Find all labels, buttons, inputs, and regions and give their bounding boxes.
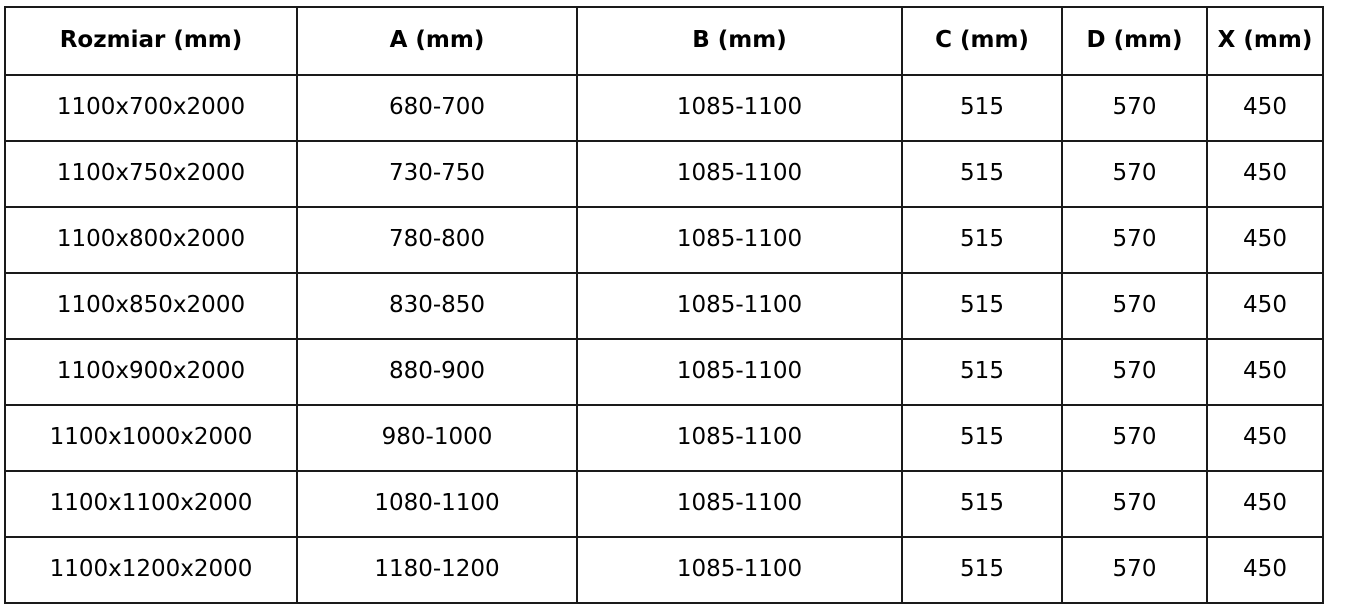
cell-rozmiar: 1100x1100x2000 [5, 471, 297, 537]
cell-x: 450 [1207, 471, 1323, 537]
cell-d: 570 [1062, 207, 1207, 273]
table-row [5, 471, 1323, 537]
cell-a: 880-900 [297, 339, 577, 405]
column-header-b: B (mm) [577, 7, 902, 75]
cell-a: 1180-1200 [297, 537, 577, 603]
table-row [5, 141, 1323, 207]
cell-b: 1085-1100 [577, 141, 902, 207]
column-header-rozmiar: Rozmiar (mm) [5, 7, 297, 75]
cell-a: 780-800 [297, 207, 577, 273]
column-header-c: C (mm) [902, 7, 1062, 75]
table-header-row [5, 7, 1323, 75]
cell-c: 515 [902, 405, 1062, 471]
column-header-a: A (mm) [297, 7, 577, 75]
cell-d: 570 [1062, 471, 1207, 537]
cell-b: 1085-1100 [577, 405, 902, 471]
cell-c: 515 [902, 207, 1062, 273]
cell-x: 450 [1207, 339, 1323, 405]
table-row [5, 405, 1323, 471]
cell-rozmiar: 1100x850x2000 [5, 273, 297, 339]
cell-rozmiar: 1100x1000x2000 [5, 405, 297, 471]
cell-c: 515 [902, 471, 1062, 537]
column-header-d: D (mm) [1062, 7, 1207, 75]
cell-a: 830-850 [297, 273, 577, 339]
table-row [5, 75, 1323, 141]
column-header-x: X (mm) [1207, 7, 1323, 75]
cell-d: 570 [1062, 273, 1207, 339]
cell-b: 1085-1100 [577, 339, 902, 405]
cell-rozmiar: 1100x800x2000 [5, 207, 297, 273]
table-header [5, 7, 1323, 75]
cell-x: 450 [1207, 405, 1323, 471]
cell-x: 450 [1207, 207, 1323, 273]
cell-a: 980-1000 [297, 405, 577, 471]
cell-x: 450 [1207, 141, 1323, 207]
cell-x: 450 [1207, 273, 1323, 339]
table-row [5, 339, 1323, 405]
cell-c: 515 [902, 339, 1062, 405]
cell-d: 570 [1062, 537, 1207, 603]
cell-c: 515 [902, 75, 1062, 141]
cell-c: 515 [902, 537, 1062, 603]
cell-b: 1085-1100 [577, 537, 902, 603]
table-body [5, 75, 1323, 603]
table-row [5, 537, 1323, 603]
cell-a: 730-750 [297, 141, 577, 207]
specification-table [4, 6, 1324, 604]
cell-c: 515 [902, 141, 1062, 207]
cell-b: 1085-1100 [577, 75, 902, 141]
cell-rozmiar: 1100x900x2000 [5, 339, 297, 405]
cell-rozmiar: 1100x750x2000 [5, 141, 297, 207]
cell-b: 1085-1100 [577, 207, 902, 273]
cell-a: 680-700 [297, 75, 577, 141]
table-row [5, 207, 1323, 273]
cell-b: 1085-1100 [577, 273, 902, 339]
cell-a: 1080-1100 [297, 471, 577, 537]
cell-d: 570 [1062, 75, 1207, 141]
cell-d: 570 [1062, 141, 1207, 207]
cell-d: 570 [1062, 405, 1207, 471]
cell-x: 450 [1207, 75, 1323, 141]
table-row [5, 273, 1323, 339]
cell-x: 450 [1207, 537, 1323, 603]
cell-rozmiar: 1100x1200x2000 [5, 537, 297, 603]
cell-rozmiar: 1100x700x2000 [5, 75, 297, 141]
cell-c: 515 [902, 273, 1062, 339]
cell-b: 1085-1100 [577, 471, 902, 537]
cell-d: 570 [1062, 339, 1207, 405]
